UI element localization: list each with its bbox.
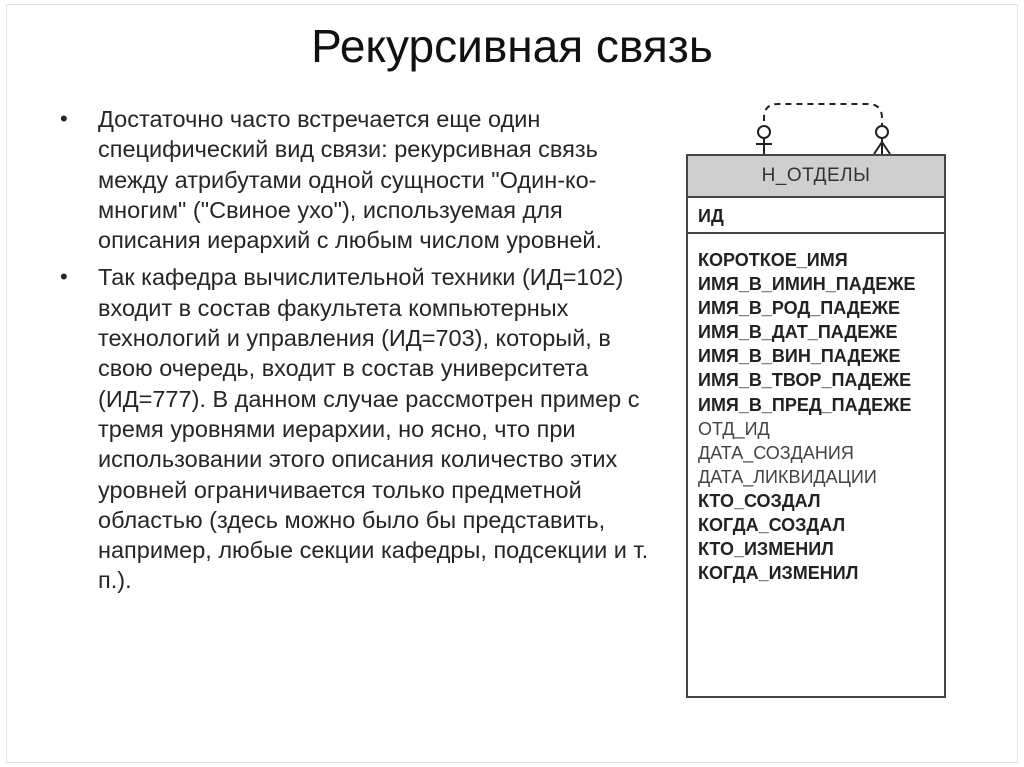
attribute: ИМЯ_В_РОД_ПАДЕЖЕ (698, 298, 900, 319)
attribute: КТО_СОЗДАЛ (698, 490, 821, 511)
one-cardinality-icon (756, 126, 772, 154)
attribute: ИМЯ_В_ТВОР_ПАДЕЖЕ (698, 370, 912, 391)
bullet-marker: • (60, 264, 68, 290)
attribute: ИМЯ_В_ПРЕД_ПАДЕЖЕ (698, 394, 912, 415)
attribute: ДАТА_ЛИКВИДАЦИИ (698, 466, 877, 487)
attribute: КТО_ИЗМЕНИЛ (698, 539, 834, 560)
entity-box (686, 154, 946, 698)
bullet-text: Так кафедра вычислительной техники (ИД=102) входит в состав факультета компьютерных технологий и управления (ИД=703), который, в свою очередь, входит в состав университета (ИД=777). В данном случае рассмотрен пример с тремя уровнями иерархии, но ясно, что при использовании этого описания количество этих уровней ограничивается только предметной областью (здесь можно было бы представить, например, любые секции кафедры, подсекции и т. п.). (98, 264, 649, 594)
attribute: ОТД_ИД (698, 418, 770, 439)
attribute: ИМЯ_В_ВИН_ПАДЕЖЕ (698, 346, 901, 367)
attribute: ДАТА_СОЗДАНИЯ (698, 442, 854, 463)
many-cardinality-icon (874, 126, 890, 154)
primary-key: ИД (688, 198, 944, 234)
attribute: КОГДА_СОЗДАЛ (698, 515, 846, 536)
bullet-item (58, 262, 668, 595)
relationship-dashed-line (764, 104, 882, 132)
slide-title: Рекурсивная связь (311, 20, 713, 72)
recursive-relationship-connector (680, 100, 960, 160)
bullet-item (58, 104, 668, 255)
er-diagram (680, 100, 960, 600)
entity-name: Н_ОТДЕЛЫ (688, 156, 944, 198)
attribute: КОГДА_ИЗМЕНИЛ (698, 563, 859, 584)
attribute-list (688, 234, 944, 585)
attribute: КОРОТКОЕ_ИМЯ (698, 250, 848, 270)
bullet-marker: • (60, 106, 68, 131)
attribute: ИМЯ_В_ИМИН_ПАДЕЖЕ (698, 274, 916, 295)
bullet-text: Достаточно часто встречается еще один специфический вид связи: рекурсивная связь между атрибутами одной сущности "Один-ко-многим" ("Свиное ухо"), используемая для описания иерархий с любым числом уровней. (98, 106, 603, 254)
bullet-list (58, 104, 668, 603)
attribute: ИМЯ_В_ДАТ_ПАДЕЖЕ (698, 322, 898, 343)
